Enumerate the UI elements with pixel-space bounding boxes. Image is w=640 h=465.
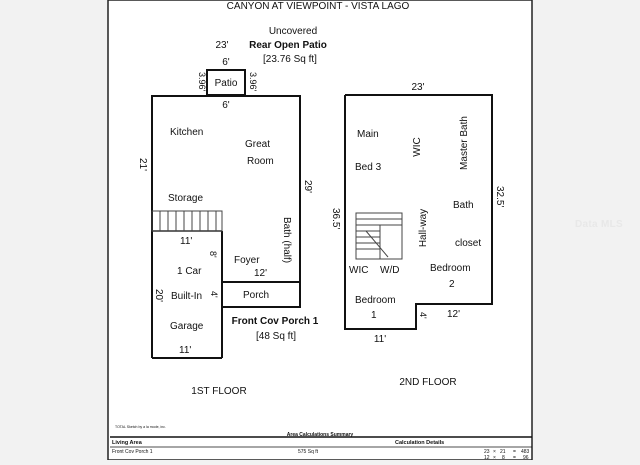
room-hallway: Hall-way <box>418 208 429 248</box>
room-main: Main <box>357 129 379 140</box>
floor2-dim-notch-top: 12' <box>447 309 461 320</box>
patio-uncovered-label: Uncovered <box>268 26 318 37</box>
patio-name: Rear Open Patio <box>249 40 327 51</box>
room-bath-half: Bath (half) <box>281 217 292 264</box>
room-bath: Bath <box>453 200 474 211</box>
calc-line-2-b: 8 <box>502 455 505 460</box>
calc-line-1-b: 21 <box>500 449 506 455</box>
plan-title: CANYON AT VIEWPOINT - VISTA LAGO <box>226 1 410 12</box>
garage-one-car: 1 Car <box>177 266 202 277</box>
floor1-label: 1ST FLOOR <box>191 386 247 397</box>
calc-line-2-op: × <box>493 455 496 460</box>
sketch-credit: TOTAL Sketch by a la mode, inc. <box>115 425 166 429</box>
patio-dim-left: 3.96' <box>197 72 207 92</box>
calc-line-1-eq: = <box>513 449 516 455</box>
porch-label: Porch <box>243 290 270 301</box>
room-closet: closet <box>455 238 482 249</box>
patio-label: Patio <box>214 78 238 89</box>
living-area-row-sqft: 575 Sq ft <box>298 449 319 455</box>
garage-dim-inner: 4' <box>209 291 219 298</box>
garage-dim-top: 11' <box>180 236 193 247</box>
room-bedroom2-line2: 2 <box>449 279 455 290</box>
room-bedroom1-line2: 1 <box>371 310 377 321</box>
room-storage: Storage <box>168 193 204 204</box>
patio-dim-right: 3.96' <box>248 72 258 92</box>
paper-border <box>108 0 532 460</box>
patio-dim-bottom: 6' <box>222 100 230 111</box>
room-bedroom2-line1: Bedroom <box>430 263 471 274</box>
patio-sqft: [23.76 Sq ft] <box>263 54 317 65</box>
living-area-row-name: Front Cov Porch 1 <box>112 449 153 455</box>
floor2-dim-right: 32.5' <box>494 186 505 208</box>
calc-line-2-result: 96 <box>523 455 529 460</box>
porch-sqft: [48 Sq ft] <box>255 331 297 342</box>
area-summary-title: Area Calculations Summary <box>286 432 354 438</box>
calc-line-2-eq: = <box>513 455 516 460</box>
calc-line-1-result: 483 <box>521 449 530 455</box>
room-great-room-line1: Great <box>245 139 271 150</box>
calc-line-1-op: × <box>493 449 496 455</box>
room-bedroom1-line1: Bedroom <box>355 295 396 306</box>
garage-label: Garage <box>170 321 204 332</box>
room-master-bath: Master Bath <box>459 116 470 170</box>
room-bed3: Bed 3 <box>355 162 382 173</box>
foyer-dim-side: 8' <box>208 251 218 258</box>
room-great-room-line2: Room <box>247 156 274 167</box>
garage-built-in: Built-In <box>171 291 203 302</box>
foyer-dim: 12' <box>254 268 268 279</box>
room-kitchen: Kitchen <box>170 127 204 138</box>
garage-dim-bottom: 11' <box>179 345 192 356</box>
mls-watermark: Data MLS <box>575 219 623 230</box>
floor2-dim-notch-side: 4' <box>418 312 428 319</box>
calc-details-header: Calculation Details <box>395 440 445 446</box>
floor1-dim-left: 21' <box>137 158 148 172</box>
room-wic-top: WIC <box>412 137 423 157</box>
garage-dim-left: 20' <box>153 289 164 303</box>
room-foyer: Foyer <box>234 255 260 266</box>
calc-line-2-a: 12 <box>484 455 490 460</box>
floor1-dim-right: 29' <box>302 180 313 194</box>
patio-dim-top: 23' <box>215 40 229 51</box>
floor2-dim-left: 36.5' <box>330 208 341 230</box>
room-wd: W/D <box>380 265 400 276</box>
calc-line-1-a: 23 <box>484 449 490 455</box>
living-area-header: Living Area <box>112 440 142 446</box>
floor2-dim-bottom: 11' <box>373 334 387 345</box>
floor2-dim-top: 23' <box>411 82 425 93</box>
room-wic: WIC <box>349 265 369 276</box>
porch-name: Front Cov Porch 1 <box>231 316 319 327</box>
patio-dim-width: 6' <box>222 57 230 68</box>
floor2-label: 2ND FLOOR <box>399 377 457 388</box>
